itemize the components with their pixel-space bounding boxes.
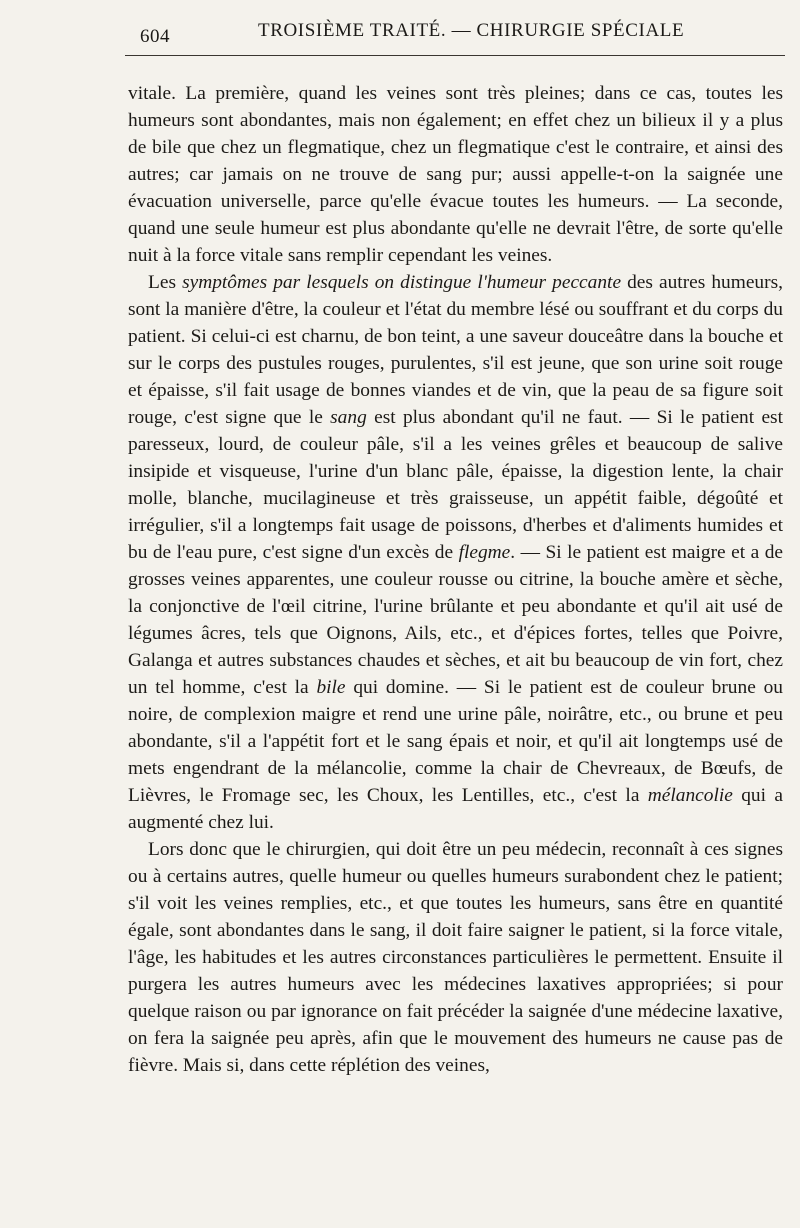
header-rule — [125, 55, 785, 56]
text-run: qui domine. — Si le patient est de couleur brune ou noire, de complexion maigre et rend une urine pâle, noirâtre, etc., ou brune et peu abondante, s'il a l'appétit fort et le sang épais et noir, et qu'il ait longtemps usé de mets engendrant de la mélancolie, comme la chair de Chevreaux, de Bœufs, de Lièvres, le Fromage sec, les Choux, les Lentilles, etc., c'est la — [128, 677, 783, 806]
running-head: TROISIÈME TRAITÉ. — CHIRURGIE SPÉCIALE — [258, 20, 685, 41]
body-text — [128, 80, 783, 1079]
text-run: Les — [148, 272, 183, 293]
text-run: Lors donc que le chirurgien, qui doit être un peu médecin, reconnaît à ces signes ou à certains autres, quelle humeur ou quelles humeurs surabondent chez le patient; s'il voit les veines remplies, etc., et que toutes les humeurs, sans être en quantité égale, sont abondantes dans le sang, il doit faire saigner le patient, si la force vitale, l'âge, les habitudes et les autres circonstances particulières le permettent. Ensuite il purgera les autres humeurs avec les médecines laxatives appropriées; si pour quelque raison ou par ignorance on fait précéder la saignée d'une médecine laxative, on fera la saignée peu après, afin que le mouvement des humeurs ne cause pas de fièvre. Mais si, dans cette réplétion des veines, — [128, 839, 783, 1076]
italic-text: bile — [316, 677, 346, 698]
italic-text: sang — [330, 407, 367, 428]
paragraph — [128, 836, 783, 1079]
text-run: vitale. La première, quand les veines sont très pleines; dans ce cas, toutes les humeurs sont abondantes, mais non également; en effet chez un bilieux il y a plus de bile que chez un flegmatique, chez un flegmatique c'est le contraire, et ainsi des autres; car jamais on ne trouve de sang pur; aussi appelle-t-on la saignée une évacuation universelle, parce qu'elle évacue toutes les humeurs. — La seconde, quand une seule humeur est plus abondante qu'elle ne devrait l'être, de sorte qu'elle nuit à la force vitale sans remplir cependant les veines. — [128, 83, 783, 266]
page-header — [140, 18, 780, 52]
italic-text: flegme — [458, 542, 511, 563]
paragraph — [128, 269, 783, 836]
text-run: qui a augmenté chez lui. — [128, 785, 783, 833]
text-run: . — Si le patient est maigre et a de grosses veines apparentes, une couleur rousse ou citrine, la bouche amère et sèche, la conjonctive de l'œil citrine, l'urine brûlante et peu abondante et qu'il ait usé de légumes âcres, tels que Oignons, Ails, etc., et d'épices fortes, telles que Poivre, Galanga et autres substances chaudes et sèches, et ait bu beaucoup de vin fort, chez un tel homme, c'est la — [128, 542, 783, 698]
italic-text: symptômes par lesquels on distingue l'humeur peccante — [182, 272, 622, 293]
text-run: des autres humeurs, sont la manière d'être, la couleur et l'état du membre lésé ou souffrant et du corps du patient. Si celui-ci est charnu, de bon teint, a une saveur douceâtre dans la bouche et sur le corps des pustules rouges, purulentes, s'il est jeune, que son urine soit rouge et épaisse, s'il fait usage de bonnes viandes et de vin, que la peau de sa figure soit rouge, c'est signe que le — [128, 272, 783, 428]
paragraph — [128, 80, 783, 269]
italic-text: mélancolie — [647, 785, 733, 806]
text-run: est plus abondant qu'il ne faut. — Si le patient est paresseux, lourd, de couleur pâle, s'il a les veines grêles et beaucoup de salive insipide et visqueuse, l'urine d'un blanc pâle, épaisse, la digestion lente, la chair molle, blanche, mucilagineuse et très graisseuse, un appétit faible, dégoûté et irrégulier, s'il a longtemps fait usage de poissons, d'herbes et d'aliments humides et bu de l'eau pure, c'est signe d'un excès de — [128, 407, 783, 563]
page-number: 604 — [140, 26, 170, 47]
